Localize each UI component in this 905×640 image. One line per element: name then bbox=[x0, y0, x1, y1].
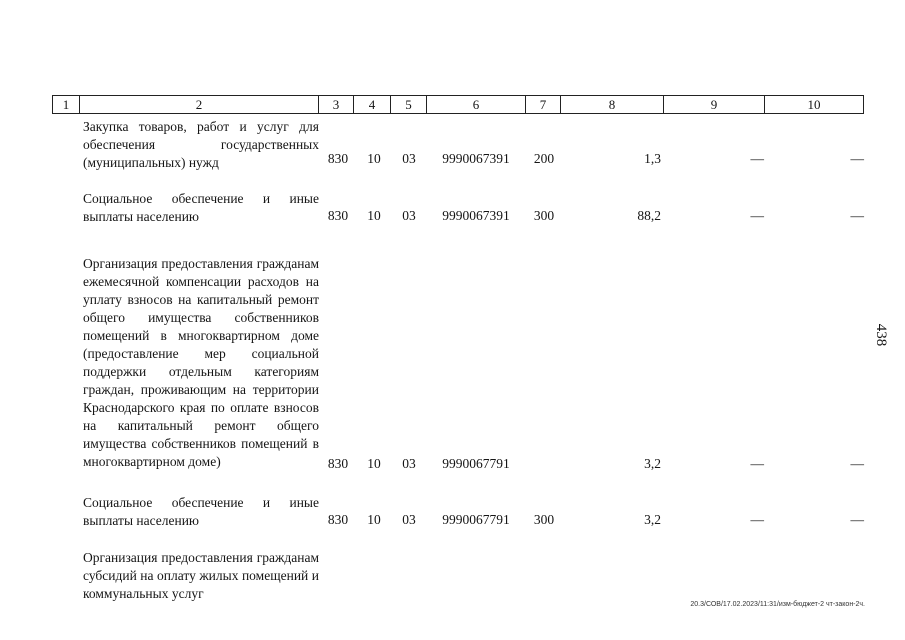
row-pr: 03 bbox=[402, 512, 416, 527]
row-pr: 03 bbox=[402, 456, 416, 471]
document-footer: 20.3/СОВ/17.02.2023/11:31/изм-бюджет-2 чт-закон-2ч. bbox=[690, 601, 865, 608]
row-sum-3: — bbox=[850, 208, 864, 223]
row-sum-3: — bbox=[850, 151, 864, 166]
row-description: Закупка товаров, работ и услуг для обеспечения государственных (муниципальных) нужд bbox=[83, 119, 319, 170]
header-col-10: 10 bbox=[807, 97, 821, 112]
row-rz: 10 bbox=[367, 512, 381, 527]
row-sum-2: — bbox=[750, 512, 764, 527]
row-ved: 830 bbox=[327, 512, 349, 527]
row-pr: 03 bbox=[402, 151, 416, 166]
row-sum-1: 3,2 bbox=[644, 456, 661, 471]
header-col-4: 4 bbox=[354, 96, 391, 113]
row-vr: 200 bbox=[533, 151, 555, 166]
header-col-1: 1 bbox=[53, 96, 80, 113]
row-sum-1: 1,3 bbox=[644, 151, 661, 166]
row-sum-2: — bbox=[750, 208, 764, 223]
row-description: Организация предоставления гражданам субсидий на оплату жилых помещений и коммунальных услуг bbox=[83, 550, 319, 601]
row-rz: 10 bbox=[367, 151, 381, 166]
row-ved: 830 bbox=[327, 456, 349, 471]
row-vr: 300 bbox=[533, 512, 555, 527]
row-rz: 10 bbox=[367, 208, 381, 223]
row-csr: 9990067391 bbox=[442, 208, 510, 223]
header-col-2: 2 bbox=[80, 96, 319, 113]
row-sum-1: 3,2 bbox=[644, 512, 661, 527]
row-csr: 9990067791 bbox=[442, 456, 510, 471]
table-header-row bbox=[52, 95, 864, 114]
row-pr: 03 bbox=[402, 208, 416, 223]
row-csr: 9990067791 bbox=[442, 512, 510, 527]
row-sum-1: 88,2 bbox=[637, 208, 661, 223]
row-csr: 9990067391 bbox=[442, 151, 510, 166]
header-col-5: 5 bbox=[391, 96, 427, 113]
row-sum-3: — bbox=[850, 456, 864, 471]
row-description: Социальное обеспечение и иные выплаты населению bbox=[83, 191, 319, 224]
row-ved: 830 bbox=[327, 151, 349, 166]
page-number: 438 bbox=[873, 323, 889, 347]
header-col-3: 3 bbox=[319, 96, 354, 113]
header-col-6: 6 bbox=[427, 96, 526, 113]
row-description: Организация предоставления гражданам ежемесячной компенсации расходов на уплату взносов на капитальный ремонт общего имущества собственников помещений в многоквартирном доме (предоставление мер социальной поддержки отдельным категориям граждан, проживающим на территории Краснодарского края по оплате взносов на капитальный ремонт общего имущества собственников помещений в многоквартирном доме) bbox=[83, 256, 319, 469]
row-vr: 300 bbox=[533, 208, 555, 223]
row-sum-2: — bbox=[750, 456, 764, 471]
header-col-8: 8 bbox=[561, 96, 664, 113]
header-col-9: 9 bbox=[664, 96, 765, 113]
row-sum-2: — bbox=[750, 151, 764, 166]
header-col-7: 7 bbox=[526, 96, 561, 113]
row-rz: 10 bbox=[367, 456, 381, 471]
row-ved: 830 bbox=[327, 208, 349, 223]
row-sum-3: — bbox=[850, 512, 864, 527]
row-description: Социальное обеспечение и иные выплаты населению bbox=[83, 495, 319, 528]
